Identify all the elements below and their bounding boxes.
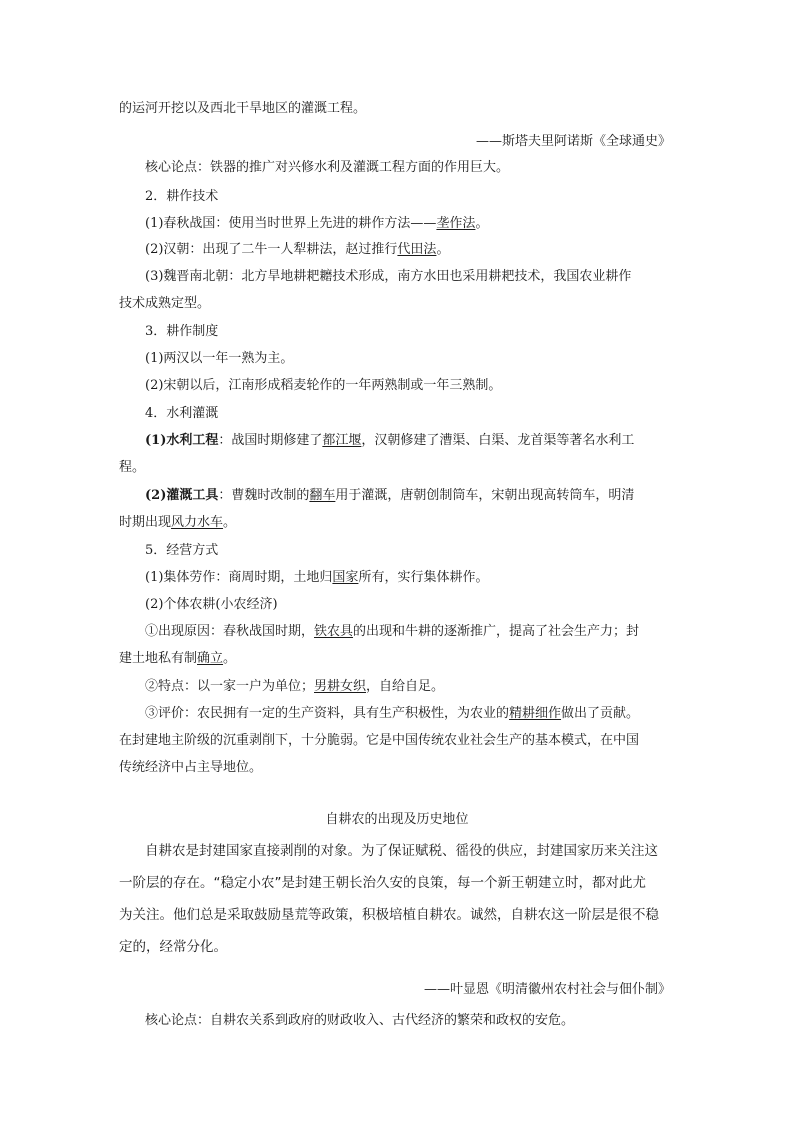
irrigation-item-2-cont: 时期出现风力水车。 [119,515,237,530]
keyword: 风力水车 [171,515,224,530]
material-line-4: 定的，经常分化。 [119,939,227,955]
keyword: 垄作法 [436,216,476,231]
farming-item-1: (1)春秋战国：使用当时世界上先进的耕作方法——垄作法。 [145,216,489,231]
core-view: 核心论点：铁器的推广对兴修水利及灌溉工程方面的作用巨大。 [145,160,510,175]
material-core-view: 核心论点：自耕农关系到政府的财政收入、古代经济的繁荣和政权的安危。 [145,1013,575,1028]
irrigation-item-1: (1)水利工程：战国时期修建了都江堰，汉朝修建了漕渠、白渠、龙首渠等著名水利工 [145,433,635,448]
keyword: 确立 [197,651,224,666]
irrigation-item-2: (2)灌溉工具：曹魏时改制的翻车用于灌溉，唐朝创制筒车，宋朝出现高转筒车，明清 [145,488,635,503]
keyword: 都江堰 [322,433,362,448]
system-item-2: (2)宋朝以后，江南形成稻麦轮作的一年两熟制或一年三熟制。 [145,378,502,393]
farming-item-2: (2)汉朝：出现了二牛一人犁耕法，赵过推行代田法。 [145,242,450,257]
keyword: 代田法 [397,242,437,257]
material-line-2: 一阶层的存在。“稳定小农”是封建王朝长治久安的良策，每一个新王朝建立时，都对此尤 [119,875,646,891]
farming-item-3: (3)魏晋南北朝：北方旱地耕耙耱技术形成，南方水田也采用耕耙技术，我国农业耕作 [145,269,632,284]
section-heading-farming-system: 3．耕作制度 [145,324,219,339]
management-item-2: (2)个体农耕(小农经济) [145,597,278,612]
keyword: 翻车 [309,488,336,503]
material-line-1: 自耕农是封建国家直接剥削的对象。为了保证赋税、徭役的供应，封建国家历来关注这 [145,843,658,859]
material-line-3: 为关注。他们总是采取鼓励垦荒等政策，积极培植自耕农。诚然，自耕农这一阶层是很不稳 [119,907,659,923]
keyword: 国家 [332,570,359,585]
section-heading-management: 5．经营方式 [145,543,219,558]
material-title: 自耕农的出现及历史地位 [325,812,469,827]
section-heading-farming-technique: 2．耕作技术 [145,189,219,204]
management-evaluation: ③评价：农民拥有一定的生产资料，具有生产积极性，为农业的精耕细作做出了贡献。 [145,706,640,721]
irrigation-item-1-cont: 程。 [119,460,146,475]
keyword: 男耕女织 [314,679,367,694]
management-cause: ①出现原因：春秋战国时期，铁农具的出现和牛耕的逐渐推广，提高了社会生产力；封 [145,624,640,639]
management-evaluation-cont-2: 传统经济中占主导地位。 [119,760,263,775]
continuation-line: 的运河开挖以及西北干旱地区的灌溉工程。 [119,101,367,116]
quote-source: ——斯塔夫里阿诺斯《全球通史》 [475,134,671,149]
farming-item-3-cont: 技术成熟定型。 [119,296,211,311]
management-item-1: (1)集体劳作：商周时期，土地归国家所有，实行集体耕作。 [145,570,489,585]
keyword: 精耕细作 [509,706,562,721]
keyword: 铁农具 [314,624,354,639]
section-heading-irrigation: 4．水利灌溉 [145,406,219,421]
management-evaluation-cont-1: 在封建地主阶级的沉重剥削下，十分脆弱。它是中国传统农业社会生产的基本模式，在中国 [119,733,640,748]
material-source: ——叶显恩《明清徽州农村社会与佃仆制》 [423,982,671,997]
system-item-1: (1)两汉以一年一熟为主。 [145,351,294,366]
management-feature: ②特点：以一家一户为单位；男耕女织，自给自足。 [145,679,445,694]
management-cause-cont: 建土地私有制确立。 [119,651,237,666]
